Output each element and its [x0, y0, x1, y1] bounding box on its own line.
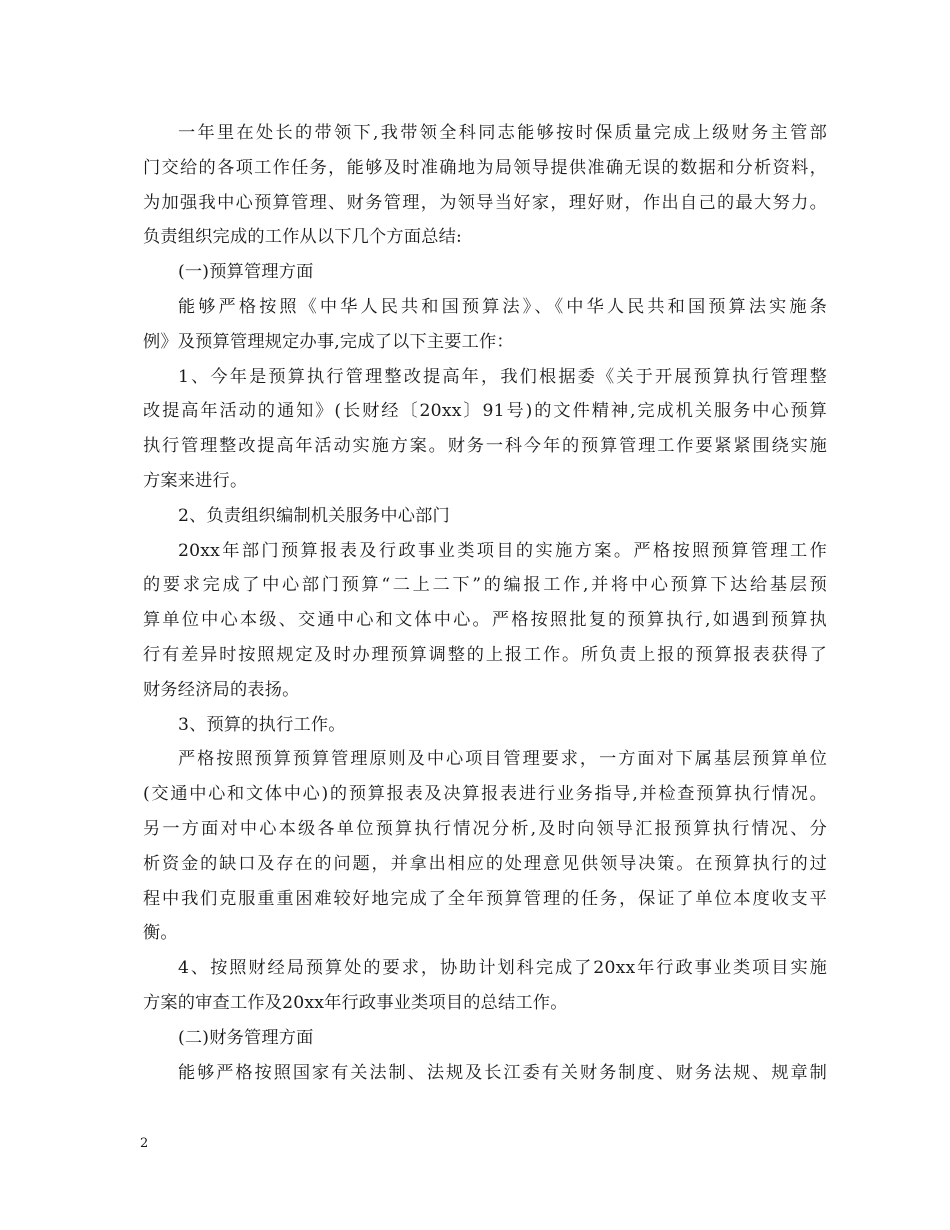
text-line: 财务经济局的表扬。	[143, 679, 300, 700]
text-line: 方案来进行。	[143, 470, 248, 491]
text-line: 析资金的缺口及存在的问题，并拿出相应的处理意见供领导决策。在预算执行的过	[143, 853, 827, 874]
text-line: 4、按照财经局预算处的要求，协助计划科完成了20xx年行政事业类项目实施	[178, 958, 827, 979]
text-line: 算单位中心本级、交通中心和文体中心。严格按照批复的预算执行,如遇到预算执	[143, 610, 827, 631]
text-line: 1、今年是预算执行管理整改提高年，我们根据委《关于开展预算执行管理整	[178, 366, 827, 387]
text-line: 行有差异时按照规定及时办理预算调整的上报工作。所负责上报的预算报表获得了	[143, 644, 827, 665]
text-line: 3、预算的执行工作。	[178, 714, 346, 735]
text-line: 程中我们克服重重困难较好地完成了全年预算管理的任务，保证了单位本度收支平	[143, 888, 827, 909]
text-line: 的要求完成了中心部门预算“二上二下”的编报工作,并将中心预算下达给基层预	[143, 575, 827, 596]
text-line: 方案的审查工作及20xx年行政事业类项目的总结工作。	[143, 992, 568, 1013]
document-body	[143, 116, 827, 1090]
text-line: 执行管理整改提高年活动实施方案。财务一科今年的预算管理工作要紧紧围绕实施	[143, 436, 827, 457]
text-line: 为加强我中心预算管理、财务管理，为领导当好家，理好财，作出自己的最大努力。	[143, 192, 827, 213]
text-line: 20xx年部门预算报表及行政事业类项目的实施方案。严格按照预算管理工作	[178, 540, 827, 561]
text-line: (交通中心和文体中心)的预算报表及决算报表进行业务指导,并检查预算执行情况。	[143, 784, 827, 805]
text-line: 另一方面对中心本级各单位预算执行情况分析,及时向领导汇报预算执行情况、分	[143, 818, 827, 839]
text-line: 能够严格按照《中华人民共和国预算法》、《中华人民共和国预算法实施条	[178, 296, 827, 317]
text-line: 一年里在处长的带领下,我带领全科同志能够按时保质量完成上级财务主管部	[178, 123, 827, 143]
text-line: 例》及预算管理规定办事,完成了以下主要工作：	[143, 331, 514, 352]
text-line: (一)预算管理方面	[178, 262, 314, 283]
text-line: 衡。	[143, 923, 178, 944]
text-line: 门交给的各项工作任务，能够及时准确地为局领导提供准确无误的数据和分析资料，	[143, 157, 827, 178]
text-line: 2、负责组织编制机关服务中心部门	[178, 505, 450, 526]
page-number: 2	[140, 1136, 149, 1151]
text-line: 能够严格按照国家有关法制、法规及长江委有关财务制度、财务法规、规章制	[178, 1062, 827, 1083]
text-line: 严格按照预算预算管理原则及中心项目管理要求，一方面对下属基层预算单位	[178, 749, 827, 770]
text-line: 改提高年活动的通知》(长财经〔20xx〕91号)的文件精神,完成机关服务中心预算	[143, 401, 827, 422]
text-line: 负责组织完成的工作从以下几个方面总结:	[143, 227, 462, 248]
text-line: (二)财务管理方面	[178, 1027, 314, 1048]
